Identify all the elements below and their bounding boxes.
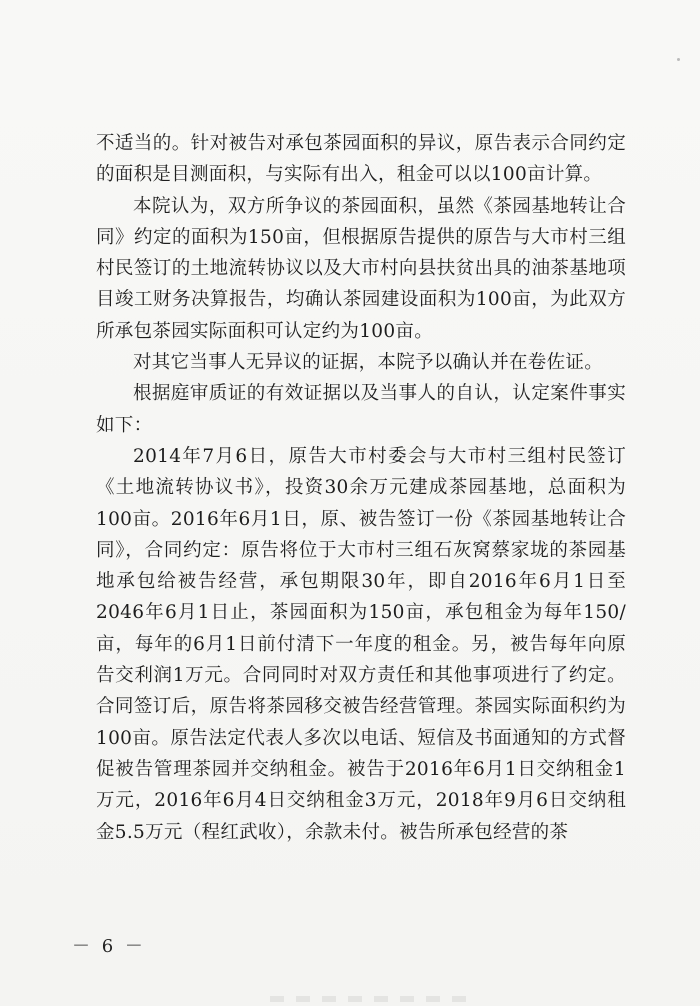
paragraph-2: 本院认为，双方所争议的茶园面积，虽然《茶园基地转让合同》约定的面积为150亩，但根据原告提供的原告与大市村三组村民签订的土地流转协议以及大市村向县扶贫出具的油茶基地项目竣工财务决算报告，均确认茶园建设面积为100亩，为此双方所承包茶园实际面积可认定约为100亩。 — [96, 195, 626, 342]
paragraph-3: 对其它当事人无异议的证据，本院予以确认并在卷佐证。 — [133, 352, 604, 374]
document-body — [96, 128, 626, 848]
paragraph-4: 根据庭审质证的有效证据以及当事人的自认，认定案件事实如下： — [96, 383, 626, 436]
scan-dot — [677, 58, 680, 61]
bleed-through-mark — [270, 996, 470, 1002]
page-number: － 6 － — [72, 936, 146, 957]
paragraph-5: 2014年7月6日，原告大市村委会与大市村三组村民签订《土地流转协议书》，投资30余万元建成茶园基地，总面积为100亩。2016年6月1日，原、被告签订一份《茶园基地转让合同》，合同约定：原告将位于大市村三组石灰窝蔡家垅的茶园基地承包给被告经营，承包期限30年，即自2016年6月1日至2046年6月1日止，茶园面积为150亩，承包租金为每年150/亩，每年的6月1日前付清下一年度的租金。另，被告每年向原告交利润1万元。合同同时对双方责任和其他事项进行了约定。合同签订后，原告将茶园移交被告经营管理。茶园实际面积约为100亩。原告法定代表人多次以电话、短信及书面通知的方式督促被告管理茶园并交纳租金。被告于2016年6月1日交纳租金1万元，2016年6月4日交纳租金3万元，2018年9月6日交纳租金5.5万元（程红武收），余款未付。被告所承包经营的茶 — [96, 445, 626, 843]
paragraph-1: 不适当的。针对被告对承包茶园面积的异议，原告表示合同约定的面积是目测面积，与实际有出入，租金可以以100亩计算。 — [96, 133, 626, 186]
